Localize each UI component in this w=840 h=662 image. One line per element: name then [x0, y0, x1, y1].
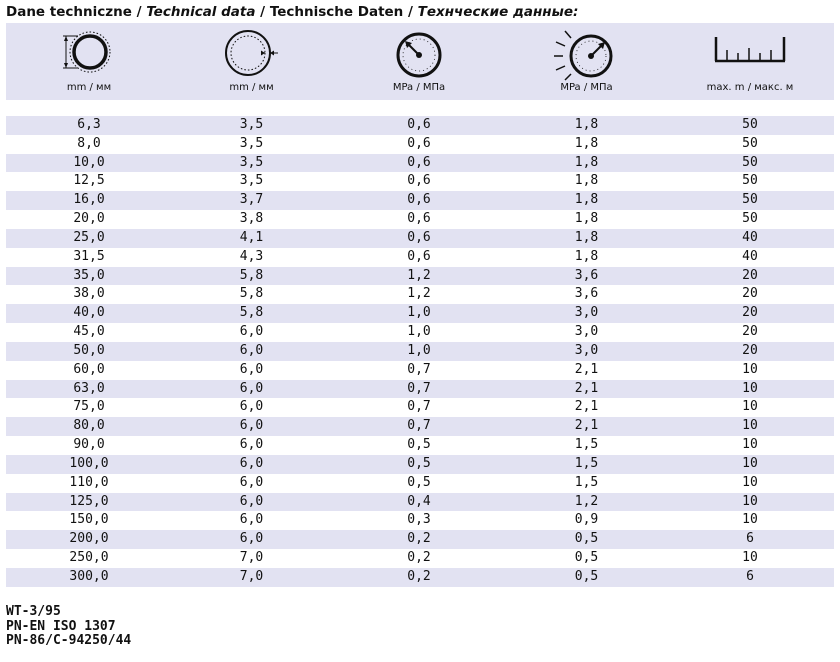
unit-label: MPa / МПа — [392, 82, 446, 93]
header-col-max-length — [669, 23, 831, 100]
working-pressure-cell: 1,2 — [407, 267, 431, 283]
wall-thickness-cell: 6,0 — [239, 324, 264, 340]
burst-pressure-cell: 0,9 — [574, 512, 599, 528]
table-row — [6, 267, 834, 286]
inner-diameter-cell: 125,0 — [69, 493, 109, 509]
working-pressure-cell: 0,2 — [407, 568, 431, 584]
inner-diameter-cell: 10,0 — [73, 154, 105, 170]
standard-code: WT-3/95 — [6, 604, 61, 619]
table-row — [6, 210, 834, 229]
table-row — [6, 323, 834, 342]
standard-code: PN-EN ISO 1307 — [6, 618, 116, 634]
wall-thickness-cell: 4,3 — [239, 248, 264, 264]
burst-pressure-gauge-icon — [551, 28, 623, 82]
table-row — [6, 154, 834, 173]
table-row — [6, 417, 834, 436]
burst-pressure-cell: 1,5 — [574, 455, 599, 471]
table-row — [6, 549, 834, 568]
table-row — [6, 380, 834, 399]
table-row — [6, 436, 834, 455]
standard-code: PN-86/C-94250/44 — [6, 633, 132, 648]
unit-label: mm / мм — [229, 82, 274, 93]
burst-pressure-cell: 2,1 — [574, 380, 599, 396]
table-row — [6, 248, 834, 267]
working-pressure-cell: 0,4 — [407, 493, 431, 509]
wall-thickness-cell: 5,8 — [239, 267, 264, 283]
working-pressure-gauge-icon — [391, 28, 447, 80]
working-pressure-cell: 0,6 — [407, 154, 431, 170]
wall-thickness-cell: 6,0 — [239, 455, 264, 471]
wall-thickness-cell: 6,0 — [239, 361, 264, 377]
max-length-cell: 10 — [742, 437, 758, 453]
working-pressure-cell: 0,3 — [407, 512, 431, 528]
title-en: Technical data — [146, 4, 256, 20]
max-length-cell: 50 — [742, 117, 758, 132]
header-col-inner-diameter — [9, 23, 169, 100]
inner-diameter-cell: 38,0 — [73, 286, 105, 302]
burst-pressure-cell: 1,8 — [574, 248, 599, 264]
wall-thickness-cell: 6,0 — [239, 493, 264, 509]
unit-label: max. m / макс. м — [706, 82, 794, 93]
max-length-cell: 10 — [742, 380, 758, 396]
wall-thickness-cell: 6,0 — [239, 342, 264, 358]
max-length-cell: 40 — [742, 229, 758, 245]
burst-pressure-cell: 0,5 — [574, 550, 599, 566]
table-row — [6, 172, 834, 191]
table-header — [6, 23, 834, 100]
inner-diameter-cell: 8,0 — [77, 135, 101, 151]
inner-diameter-cell: 50,0 — [73, 342, 105, 358]
burst-pressure-cell: 3,6 — [574, 267, 599, 283]
max-length-cell: 50 — [742, 135, 758, 151]
table-row — [6, 474, 834, 493]
wall-thickness-cell: 3,5 — [239, 117, 264, 132]
max-length-cell: 20 — [742, 324, 758, 340]
burst-pressure-cell: 3,0 — [574, 324, 599, 340]
working-pressure-cell: 0,2 — [407, 531, 431, 547]
max-length-cell: 6 — [746, 568, 754, 584]
header-col-burst-pressure — [504, 23, 669, 100]
wall-thickness-cell: 3,7 — [239, 192, 264, 208]
wall-thickness-cell: 3,5 — [239, 154, 264, 170]
max-length-cell: 6 — [746, 531, 754, 547]
working-pressure-cell: 0,6 — [407, 229, 431, 245]
max-length-cell: 10 — [742, 361, 758, 377]
inner-diameter-cell: 12,5 — [73, 173, 105, 189]
working-pressure-cell: 0,6 — [407, 173, 431, 189]
working-pressure-cell: 1,0 — [407, 342, 431, 358]
inner-diameter-cell: 31,5 — [73, 248, 105, 264]
table-row — [6, 229, 834, 248]
working-pressure-cell: 0,6 — [407, 192, 431, 208]
burst-pressure-cell: 3,0 — [574, 305, 599, 321]
table-row — [6, 285, 834, 304]
max-length-cell: 50 — [742, 192, 758, 208]
working-pressure-cell: 0,5 — [407, 455, 431, 471]
max-length-cell: 10 — [742, 512, 758, 528]
max-length-cell: 10 — [742, 455, 758, 471]
wall-thickness-cell: 3,8 — [239, 211, 264, 227]
burst-pressure-cell: 3,6 — [574, 286, 599, 302]
burst-pressure-cell: 3,0 — [574, 342, 599, 358]
max-length-cell: 50 — [742, 173, 758, 189]
inner-diameter-cell: 200,0 — [69, 531, 109, 547]
table-row — [6, 342, 834, 361]
max-length-cell: 20 — [742, 342, 758, 358]
wall-thickness-cell: 6,0 — [239, 512, 264, 528]
max-length-cell: 10 — [742, 493, 758, 509]
table-row — [6, 304, 834, 323]
wall-thickness-cell: 6,0 — [239, 418, 264, 434]
title-separator: / — [403, 4, 418, 20]
table-row — [6, 116, 834, 135]
title-ru: Технческие данные: — [417, 4, 579, 20]
burst-pressure-cell: 2,1 — [574, 399, 599, 415]
wall-thickness-cell: 7,0 — [239, 568, 264, 584]
inner-diameter-cell: 6,3 — [77, 117, 101, 132]
wall-thickness-cell: 6,0 — [239, 474, 264, 490]
wall-thickness-cell: 6,0 — [239, 380, 264, 396]
wall-thickness-cell: 6,0 — [239, 437, 264, 453]
working-pressure-cell: 0,7 — [407, 380, 431, 396]
table-row — [6, 135, 834, 154]
max-length-cell: 50 — [742, 211, 758, 227]
wall-thickness-icon — [218, 28, 286, 80]
working-pressure-cell: 1,0 — [407, 305, 431, 321]
inner-diameter-cell: 63,0 — [73, 380, 105, 396]
burst-pressure-cell: 1,5 — [574, 474, 599, 490]
unit-label: mm / мм — [66, 82, 112, 93]
burst-pressure-cell: 2,1 — [574, 418, 599, 434]
working-pressure-cell: 0,7 — [407, 418, 431, 434]
table-row — [6, 511, 834, 530]
working-pressure-cell: 0,7 — [407, 399, 431, 415]
inner-diameter-cell: 16,0 — [73, 192, 105, 208]
burst-pressure-cell: 1,8 — [574, 192, 599, 208]
table-row — [6, 361, 834, 380]
max-length-cell: 10 — [742, 399, 758, 415]
inner-diameter-cell: 45,0 — [73, 324, 105, 340]
table-row — [6, 530, 834, 549]
working-pressure-cell: 0,6 — [407, 135, 431, 151]
table-row — [6, 455, 834, 474]
inner-diameter-cell: 100,0 — [69, 455, 109, 471]
inner-diameter-cell: 75,0 — [73, 399, 105, 415]
burst-pressure-cell: 0,5 — [574, 568, 599, 584]
inner-diameter-cell: 40,0 — [73, 305, 105, 321]
burst-pressure-cell: 1,8 — [574, 211, 599, 227]
burst-pressure-cell: 1,8 — [574, 135, 599, 151]
title-de: Technische Daten — [269, 4, 404, 20]
unit-label: MPa / МПа — [560, 82, 613, 93]
max-length-cell: 20 — [742, 305, 758, 321]
inner-diameter-cell: 150,0 — [69, 512, 109, 528]
title-pl: Dane techniczne — [6, 4, 132, 20]
working-pressure-cell: 0,5 — [407, 437, 431, 453]
inner-diameter-cell: 20,0 — [73, 211, 105, 227]
working-pressure-cell: 0,6 — [407, 248, 431, 264]
wall-thickness-cell: 5,8 — [239, 305, 264, 321]
table-row — [6, 191, 834, 210]
working-pressure-cell: 0,2 — [407, 550, 431, 566]
title-separator: / — [131, 4, 147, 20]
wall-thickness-cell: 7,0 — [239, 550, 264, 566]
burst-pressure-cell: 1,8 — [574, 154, 599, 170]
working-pressure-cell: 0,5 — [407, 474, 431, 490]
wall-thickness-cell: 5,8 — [239, 286, 264, 302]
burst-pressure-cell: 1,8 — [574, 117, 599, 132]
working-pressure-cell: 0,6 — [407, 117, 431, 132]
page-title — [6, 4, 578, 20]
working-pressure-cell: 0,7 — [407, 361, 431, 377]
inner-diameter-cell: 90,0 — [73, 437, 105, 453]
inner-diameter-cell: 300,0 — [69, 568, 109, 584]
max-length-cell: 20 — [742, 286, 758, 302]
burst-pressure-cell: 2,1 — [574, 361, 599, 377]
wall-thickness-cell: 3,5 — [239, 135, 264, 151]
inner-diameter-icon — [59, 28, 119, 80]
title-separator: / — [255, 4, 270, 20]
table-row — [6, 568, 834, 587]
wall-thickness-cell: 6,0 — [239, 399, 264, 415]
burst-pressure-cell: 0,5 — [574, 531, 599, 547]
burst-pressure-cell: 1,2 — [574, 493, 599, 509]
max-length-cell: 10 — [742, 474, 758, 490]
working-pressure-cell: 0,6 — [407, 211, 431, 227]
burst-pressure-cell: 1,8 — [574, 229, 599, 245]
wall-thickness-cell: 6,0 — [239, 531, 264, 547]
inner-diameter-cell: 250,0 — [69, 550, 109, 566]
max-length-cell: 10 — [742, 550, 758, 566]
max-length-cell: 50 — [742, 154, 758, 170]
burst-pressure-cell: 1,5 — [574, 437, 599, 453]
wall-thickness-cell: 4,1 — [239, 229, 264, 245]
max-length-cell: 40 — [742, 248, 758, 264]
data-table — [6, 116, 834, 587]
inner-diameter-cell: 60,0 — [73, 361, 105, 377]
inner-diameter-cell: 80,0 — [73, 418, 105, 434]
working-pressure-cell: 1,2 — [407, 286, 431, 302]
inner-diameter-cell: 35,0 — [73, 267, 105, 283]
max-length-cell: 20 — [742, 267, 758, 283]
inner-diameter-cell: 110,0 — [69, 474, 109, 490]
max-length-cell: 10 — [742, 418, 758, 434]
table-row — [6, 493, 834, 512]
length-ruler-icon — [714, 35, 786, 75]
inner-diameter-cell: 25,0 — [73, 229, 105, 245]
standards-footer — [6, 605, 131, 649]
wall-thickness-cell: 3,5 — [239, 173, 264, 189]
header-col-working-pressure — [334, 23, 504, 100]
burst-pressure-cell: 1,8 — [574, 173, 599, 189]
working-pressure-cell: 1,0 — [407, 324, 431, 340]
header-col-wall-thickness — [169, 23, 334, 100]
table-row — [6, 398, 834, 417]
